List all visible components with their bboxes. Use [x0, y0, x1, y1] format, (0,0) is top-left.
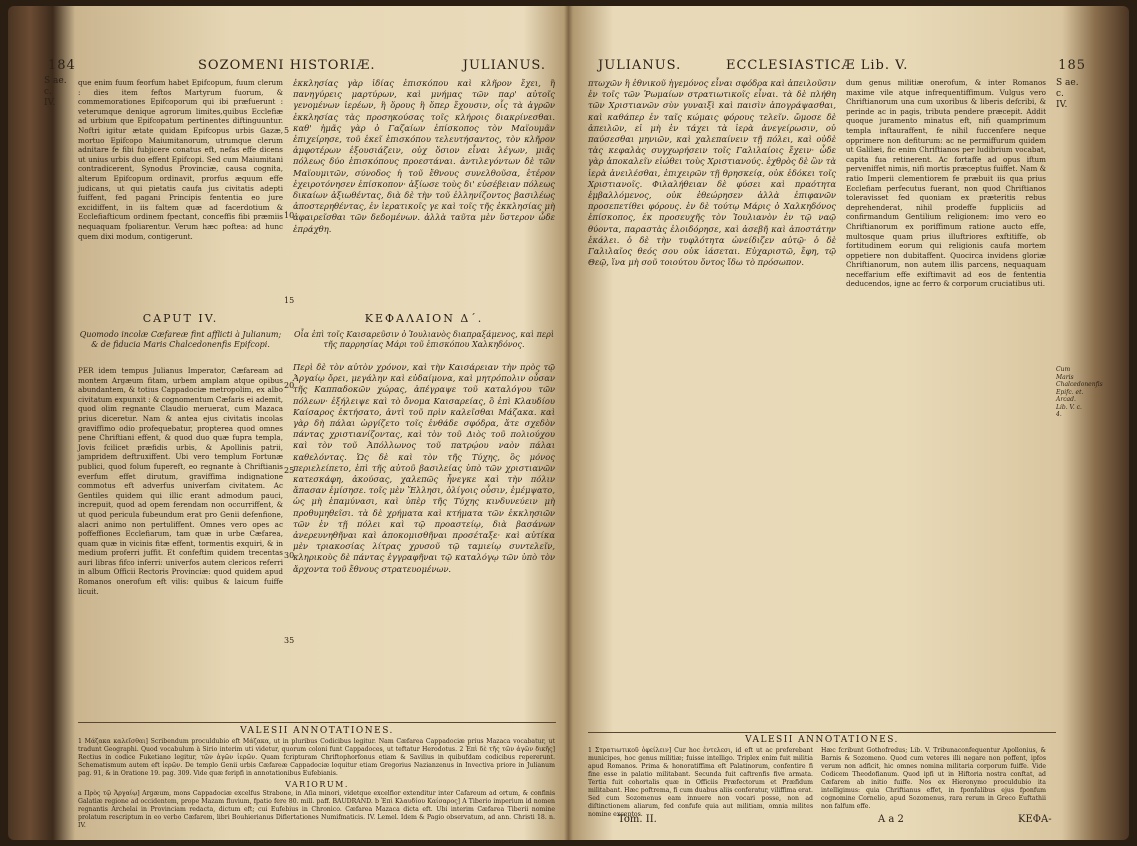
sheet-signature: A a 2	[878, 814, 904, 825]
margin-date: S ae. c. IV.	[1056, 78, 1079, 110]
line-number: 20	[284, 381, 295, 390]
greek-column-top: ἐκκλησίας γὰρ ἰδίας ἐπισκόπου καὶ κλῆρον ἔχει, ἢ πανηγύρεις μαρτύρων, καὶ μνήμας τῶν παρ' αὐτοῖς γενομένων ἱερέων, ἢ ὅρους ἢ ὅπερ ἔχουσιν, οἷς τὰ ἀγρῶν ἐκκλησίας τὰς προσηκούσας τοῖς κλήροις διακρίνεσθαι. καθ' ἡμᾶς γὰρ ὁ Γαζαίων ἐπίσκοπος τὸν Μαϊουμᾶν ἐπιχείρησε, τοῦ ἐκεῖ ἐπισκόπου τελευτήσαντος, τὸν κλῆρον ἀμφοτέρων ἐξουσιάζειν, οὐχ ὅσιον εἶναι λέγων, μιᾶς πόλεως δύο ἐπισκόπους προεστάναι. ἀντιλεγόντων δὲ τῶν Μαϊουμιτῶν, σύνοδος ἡ τοῦ ἔθνους συνελθοῦσα, ἑτέρον ἐχειροτόνησεν ἐπίσκοπον· ἀξίωσε τοὺς δι' εὐσέβειαν πόλεως δικαίων ἀξιωθέντας, διὰ δὲ τὴν τοῦ ἐλληνίζοντος βασιλέως ἀποστερηθέντας, ἐν ἱερατικοῖς γε καὶ τοῖς τῆς ἐκκλησίας μὴ ἀφαιρεῖσθαι τῶν δεδομένων. ἀλλὰ ταῦτα μὲν ὕστερον ὧδε ἐπράχθη.	[293, 78, 555, 234]
chapter-caption-latin: Quomodo incolæ Cæfareæ fint afflicti à Julianum; & de fiducia Maris Chalcedonenfis Epifcopi.	[79, 330, 282, 349]
latin-column-body: PER idem tempus Julianus Imperator, Cæfaream ad montem Argæum fitam, urbem amplam atque opibus abundantem, & totius Cappadociæ metropolim, ex albo civitatum expunxit : & cognomentum Cæfaris ei ademit, quod olim regnante Claudio meruerat, cum Mazaca prius diceretur. Nam & antea ejus civitatis incolas graviffimo odio profequebatur, propterea quod omnes pene Chriftiani effent, & quod duo quæ fupra templa, Jovis fcilicet præfidis urbis, & Apollinis patrii, jampridem deftruxiffent. Ubi vero templum Fortunæ publici, quod folum fupereft, eo regnante à Chriftianis everfum effet dirutum, graviffima indignatione commotus eft adverfus univerfam civitatem. Ac Gentiles quidem qui illic erant admodum pauci, increpuit, quod ad opem ferendam non occurriffent, & ut quod pericula fubeundum erat pro Genii defenfione, alacri animo non pertuliffent. Omnes vero opes ac poffeffiones Ecclefiarum, tam quæ in urbe Cæfarea, quam quæ in vicinis fitæ effent, tormentis exquiri, & in medium proferri juffit. Et confeftim quidem trecentas auri libras fifco inferri: univerfos autem clericos referri in album Officii Rectoris Provinciæ: quod quidem apud Romanos onerofum eft vilis: quibus & laicum fuiffe licuit.	[78, 366, 283, 596]
running-header-left: JULIANUS.	[598, 58, 682, 73]
chapter-heading-greek: ΚΕΦΑΛΑΙΟΝ Δ΄.	[364, 312, 484, 325]
greek-column-body: Περὶ δὲ τὸν αὐτὸν χρόνον, καὶ τὴν Καισάρειαν τὴν πρὸς τῷ Ἀργαίῳ ὄρει, μεγάλην καὶ εὐδαίμονα, καὶ μητρόπολιν οὖσαν τῆς Καππαδοκῶν χώρας, ἀπέγραψε τοῦ καταλόγου τῶν πόλεων· ἐξήλειψε καὶ τὸ ὄνομα Καισαρείας, ὃ ἐπὶ Κλαυδίου Καίσαρος ἐκτήσατο, ἀντὶ τοῦ πρὶν καλεῖσθαι Μάζακα. καὶ γὰρ δὴ πάλαι ὠργίζετο τοῖς ἐνθάδε σφόδρα, ἅτε σχεδὸν πάντας χριστιανίζοντας, καὶ τὸν τοῦ Διὸς τοῦ πολιούχου καὶ τὸν τοῦ Ἀπόλλωνος τοῦ πατρῴου ναὸν πάλαι καθελόντας. Ὡς δὲ καὶ τὸν τῆς Τύχης, ὃς μόνος περιελείπετο, ἐπὶ τῆς αὐτοῦ βασιλείας ὑπὸ τῶν χριστιανῶν κατεσκάφη, ἀκούσας, χαλεπῶς ἦνεγκε καὶ τὴν πόλιν ἅπασαν ἐμίσησε. τοῖς μὲν Ἕλλησι, ὀλίγοις οὖσιν, ἐμέμψατο, ὡς μὴ ἐπαμύνασι, καὶ ὑπὲρ τῆς Τύχης κινδυνεύειν μὴ προθυμηθεῖσι. τὰ δὲ χρήματα καὶ κτήματα τῶν ἐκκλησιῶν τῶν ἐν τῇ πόλει καὶ τῷ προαστείῳ, διὰ βασάνων ἀνερευνηθῆναι καὶ ἀποκομισθῆναι προσέταξε· καὶ αὐτίκα μὲν τριακοσίας λίτρας χρυσοῦ τῷ ταμιείῳ συντελεῖν, κληρικοὺς δὲ πάντας ἐγγραφῆναι τῷ καταλόγῳ τῶν ὑπὸ τὸν ἄρχοντα τοῦ ἔθνους στρατευομένων.	[293, 362, 555, 574]
running-title: SOZOMENI HISTORIÆ.	[198, 58, 376, 73]
margin-note: Cum Maris Chalcedonenfis Epifc. et. Arcad. Lib. V. c. 4.	[1056, 366, 1103, 418]
line-number: 10	[284, 211, 295, 220]
greek-column: πτωχῶν ἣ ἐθνικοῦ ἡγεμόνος εἶναι σφόδρα καὶ ἀπειλοῦσιν ἐν τοῖς τῶν Ῥωμαίων στρατιωτικοῖς εἶναι. τὰ δὲ πλήθη τῶν Χριστιανῶν σὺν γυναιξὶ καὶ παισὶν ἀπογράψασθαι, καὶ καθάπερ ἐν ταῖς κώμαις φόρους τελεῖν. ὤμοσε δὲ ἀπειλῶν, εἰ μὴ ἐν τάχει τὰ ἱερὰ ἀνεγείρωσιν, οὐ παύσεσθαι μηνιῶν, καὶ χαλεπαίνειν τῇ πόλει, καὶ οὐδὲ τὰς κεφαλὰς συγχωρήσειν τοῖς Γαλιλαίοις ἔχειν· ὧδε γὰρ ἀποκαλεῖν εἰώθει τοὺς Χριστιανούς. ἐχθρὸς δὲ ὢν τὰ ἱερὰ ἀνειλέσθαι, ἐπιχειρῶν τῇ θρησκείᾳ, οὐκ ἐδόκει τοῖς Χριστιανοῖς. Φιλαλήθειαν δὲ φύσει καὶ πραότητα ἐμβαλλόμενος, οὐκ ἐθεώρησεν ἀλλὰ ἐπιφανῶν προσεπετίθει φόρους. ἐν δὲ τούτῳ Μάρις ὁ Χαλκηδόνος ἐπίσκοπος, ἐκ προσευχῆς τὸν Ἰουλιανὸν ἐν τῷ ναῷ θύοντα, παραστὰς ἐλοιδόρησε, καὶ ἀσεβῆ καὶ ἀποστάτην ἐκάλει. ὁ δὲ τὴν τυφλότητα ὠνείδιζεν αὐτῷ· ὁ δὲ Γαλιλαῖος θεός σου οὐκ ἰάσεται. Εὐχαριστῶ, ἔφη, τῷ Θεῷ, ἵνα μὴ σοῦ τοιούτου ὄντος ἴδω τὸ πρόσωπον.	[588, 78, 836, 268]
line-number: 15	[284, 296, 295, 305]
running-header	[578, 58, 1086, 76]
annotations-title: VALESII ANNOTATIONES.	[745, 735, 899, 745]
line-number: 30	[284, 551, 295, 560]
right-page	[578, 6, 1103, 840]
left-page	[44, 6, 556, 840]
annotations: 1 Μάζακα καλεῖσθαι] Scribendum proculdubio eft Μάζακα, ut in pluribus Codicibus legitur. Nam Cæfarea Cappadociæ prius Mazaca vocabatur, ut tradunt Geographi. Quod vocabulum à Sirio interim uti videtur, quorum coloni funt Cappadoces, ut teftatur Herodotus. 2 Ἐπὶ δὲ τῆς τῶν ἀγῶν δικῆς] Rectius in codice Fuketiano legitur, τῶν ἀγῶν ἱερῶν. Quam fcripturam Chriftophorfonus etiam & Savilius in quibufdam codicibus repererunt. Schematismum autem eft ἱερῶν. De templo Genii urbis Cæfareæ Cappadociæ loquitur etiam Gregorius Nazianzenus in Invectiva priore in Julianum pag. 91, & in Oratione 19. pag. 309. Vide quæ feripfi in annotationibus Eufebianis.	[78, 738, 555, 777]
divider	[588, 732, 1056, 733]
chapter-caption-greek: Οἷα ἐπὶ τοῖς Καισαρεῦσιν ὁ Ἰουλιανὸς διαπραξάμενος, καὶ περὶ τῆς παρρησίας Μάρι τοῦ ἐπισκόπου Χαλκηδόνος.	[293, 330, 555, 349]
latin-column: dum genus militiæ onerofum, & inter Romanos maxime vile atque infrequentiffimum. Vulgus vero Chriftianorum una cum uxoribus & liberis defcribi, & perinde ac in pagis, tributa pendere præcepit. Addit quoque juramento minatus eft, nifi quamprimum templa inftauraffent, fe nihil fuccenfere neque opprimere non defiturum: ac ne permiffurum quidem ut Galilæi, fic enim Chriftianos per ludibrium vocabat, capita fua retinerent. Ac fortaffe ad opus iftum perveniffet nimis, nifi mortis præceptus fuiffet. Nam & ratio Imperii clementiorem fe præbuit iis qua prius Ecclefiam perfecutus fuerant, non quod Chriftianos toleravisset fed quoniam ex præteritis rebus deprehenderat, nihil prodeffe fuppliciis ad confirmandum Gentilium religionem: imo vero eo Chriftianorum ex poriffimum ratione aucto effe, multosque quam prius illuftriores exftitiffe, ob fortitudinem eorum qui religionis caufa mortem oppetiere non dubitaffent. Quocirca invidens gloriæ Chriftianorum, non autem illis parcens, nequaquam neceffarium effe exiftimavit ad eos de fententia deducendos, igne ac ferro & corporum cruciatibus uti.	[846, 78, 1046, 289]
page-number: 184	[48, 58, 76, 73]
line-number: 5	[284, 126, 290, 135]
line-number: 25	[284, 466, 295, 475]
running-title: ECCLESIASTICÆ Lib. V.	[726, 58, 909, 73]
divider	[78, 722, 556, 723]
variorum-notes: a Πρὸς τῷ Ἀργαίῳ] Argæum, mons Cappadociæ excelfus Strabone, in Aſia minori, videtque excelfior extenditur inter Cafareum ad ortum, & confinis Galatiæ regione ad occidentem, prope Mazam fluvium, fpatio fere 80. mill. paff. BAUDRAND. b Ἐπὶ Κλαυδίου Καίσαρος] A Tiberio imperium id nomen regnantis Archelai in Provinciam redacta, dictum eft; cui Eufebius in Chronico. Cæfarea Mazaca dicta eft. Ubi interim Cæfarea Tiberii nomine prolatum rescriptum in eo verbo Cæfarem, libri Bouhierianus Diflertationes Numifmaticis. IV. Lemel. Idem & Pagio observatum, ad ann. Christi 18. n. IV.	[78, 790, 555, 829]
catchword: ΚΕΦΑ-	[1018, 814, 1052, 825]
annotations-col-1: 1 Στρατιωτικοῦ ὀφείλειν] Cur hoc ἐντελεσι, id eft ut ac preferebant municipes, hoc genus militiæ; fuisse intelligo. Triplex enim fuit militia apud Romanos. Prima & honoratiffima eft Palatinorum, confentire fi fine esse in palatio militabant. Secunda fuit caftrenfis five armata. Tertia fuit cohortalis quæ in Officiis Præfectorum et Præfidum militabant. Hæc poftrema, fi cum duabus aliis conferatur, viliffima erat. Sed cum Sozomenus eam innuere non vocari posse, non ad diſtinctionem aliarum, fed confufe quia aut militiam, omnia milites nomine exceptos.	[588, 747, 813, 818]
open-book	[8, 6, 1129, 840]
variorum-title: VARIORUM.	[285, 780, 349, 789]
volume-signature: Tom. II.	[618, 814, 657, 825]
running-header-right: JULIANUS.	[462, 58, 546, 73]
chapter-heading-latin: CAPUT IV.	[142, 312, 219, 325]
latin-column-top: que enim fuum feorfum habet Epifcopum, fuum clerum : dies item feftos Martyrum fuorum, & commemorationes Epifcoporum qui ibi præfuerunt : veterumque denique agrorum limites,quibus Ecclefiæ ad urbium que Epifcopatum pertinentes diftinguuntur. Noftri igitur ætate quidam Epifcopus urbis Gazæ, mortuo Epifcopo Maiumitanorum, utrumque clerum adnitare fe fibi fubjicere conatus eft, nefas effe dicens ut unius urbis duo effent Epifcopi. Sed cum Maiumitani contradicerent, Synodus Provinciæ, causa cognita, alterum Epifcopum ordinavit, prorfus æquum effe judicans, ut qui pietatis caufa jus civitatis adepti fuiffent, fed pagani Principis fententia eo jure excidiffent, in iis faltem quæ ad facerdotium & Ecclefiafticum ordinem fpectant, conceffis fibi præmiis nequaquam fpoliarentur. Verum hæc poftea: ad hunc quem dixi modum, contigerunt.	[78, 78, 283, 241]
page-number: 185	[1058, 58, 1086, 73]
annotations-col-2: Hæc fcribunt Gothofredus; Lib. V. Tribunaconfequentur Apollonius, & Barnis & Sozomeno. Quod cum veteres illi negare non poffent, ipfos verum non adficit, hic omnes nomina militaria corporum fuiffe. Vide Codicem Theodofianum. Quod ipfi ut in Hiftoria nostra conftat, ad Cæfarem ab initio fuiffe. Nos ex Hieronymo proculdubio ita intelligimus: quia Chriftianus effet, in fponfalibus ejus fponfum cognomine Cornelio, apud Sozomenus, rara rerum in Greco Euftathii non falfum effe.	[821, 747, 1046, 810]
annotations-title: VALESII ANNOTATIONES.	[240, 726, 394, 736]
running-header	[48, 58, 556, 76]
margin-date: S ae. c. IV.	[44, 76, 67, 108]
line-number: 35	[284, 636, 295, 645]
